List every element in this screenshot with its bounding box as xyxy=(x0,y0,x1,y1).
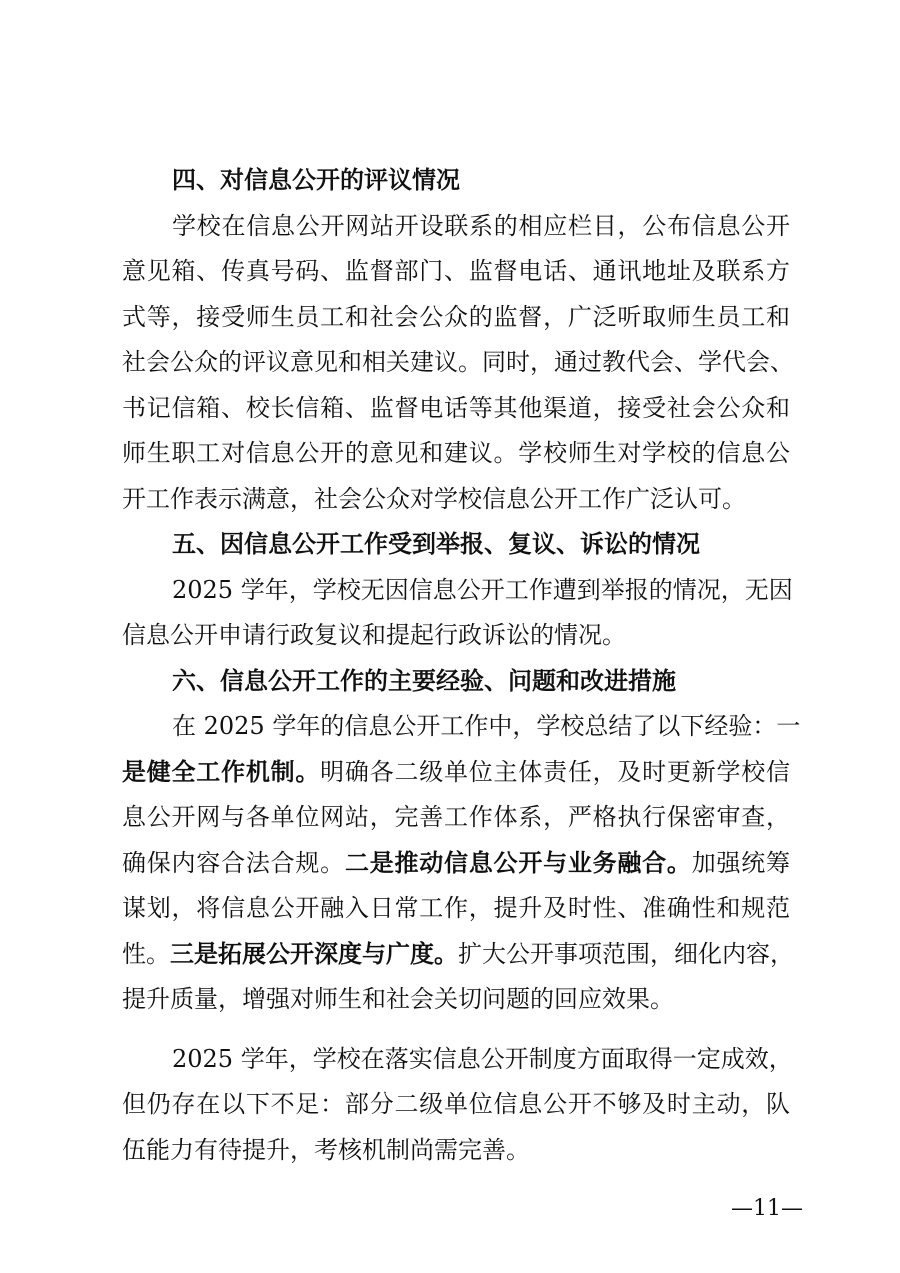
paragraph-line: 2025 学年，学校无因信息公开工作遭到举报的情况，无因 xyxy=(172,575,793,604)
paragraph-line: 2025 学年，学校在落实信息公开制度方面取得一定成效， xyxy=(172,1044,793,1073)
paragraph-line: 意见箱、传真号码、监督部门、监督电话、通讯地址及联系方 xyxy=(122,257,790,285)
paragraph-line: 式等，接受师生员工和社会公众的监督，广泛听取师生员工和 xyxy=(122,302,790,331)
paragraph-line: 息公开网与各单位网站，完善工作体系，严格执行保密审查， xyxy=(122,803,790,831)
paragraph-line: 提升质量，增强对师生和社会关切问题的回应效果。 xyxy=(122,985,674,1013)
paragraph-line: 谋划，将信息公开融入日常工作，提升及时性、准确性和规范 xyxy=(122,894,790,922)
paragraph-line: 但仍存在以下不足：部分二级单位信息公开不够及时主动，队 xyxy=(122,1090,790,1118)
paragraph-line: 书记信箱、校长信箱、监督电话等其他渠道，接受社会公众和 xyxy=(122,393,790,422)
paragraph-spacer xyxy=(122,1023,790,1037)
paragraph-line: 伍能力有待提升，考核机制尚需完善。 xyxy=(122,1135,530,1164)
text-run: 确保内容合法合规。 xyxy=(122,848,345,877)
section-heading-4: 四、对信息公开的评议情况 xyxy=(172,166,460,194)
bold-phrase: 二是推动信息公开与业务融合。 xyxy=(344,848,692,877)
text-run: 明确各二级单位主体责任，及时更新学校信 xyxy=(320,757,791,786)
section-heading-6: 六、信息公开工作的主要经验、问题和改进措施 xyxy=(172,666,676,695)
page-number: —11— xyxy=(731,1196,803,1221)
bold-phrase: 是健全工作机制。 xyxy=(122,757,321,786)
document-body xyxy=(122,158,801,1173)
text-run: 性。 xyxy=(122,939,170,968)
paragraph-line: 社会公众的评议意见和相关建议。同时，通过教代会、学代会、 xyxy=(122,348,794,376)
paragraph-line: 在 2025 学年的信息公开工作中，学校总结了以下经验：一 xyxy=(172,712,801,740)
section-heading-5: 五、因信息公开工作受到举报、复议、诉讼的情况 xyxy=(172,530,700,558)
text-run: 扩大公开事项范围，细化内容， xyxy=(458,939,794,968)
paragraph-line xyxy=(122,932,794,978)
paragraph-line xyxy=(122,750,790,796)
paragraph-line: 信息公开申请行政复议和提起行政诉讼的情况。 xyxy=(122,621,626,649)
paragraph-line: 学校在信息公开网站开设联系的相应栏目，公布信息公开 xyxy=(172,211,790,240)
paragraph-line: 开工作表示满意，社会公众对学校信息公开工作广泛认可。 xyxy=(122,484,746,513)
text-run: 加强统筹 xyxy=(691,848,791,877)
paragraph-line xyxy=(122,841,790,887)
paragraph-line: 师生职工对信息公开的意见和建议。学校师生对学校的信息公 xyxy=(122,439,790,467)
bold-phrase: 三是拓展公开深度与广度。 xyxy=(170,939,458,968)
